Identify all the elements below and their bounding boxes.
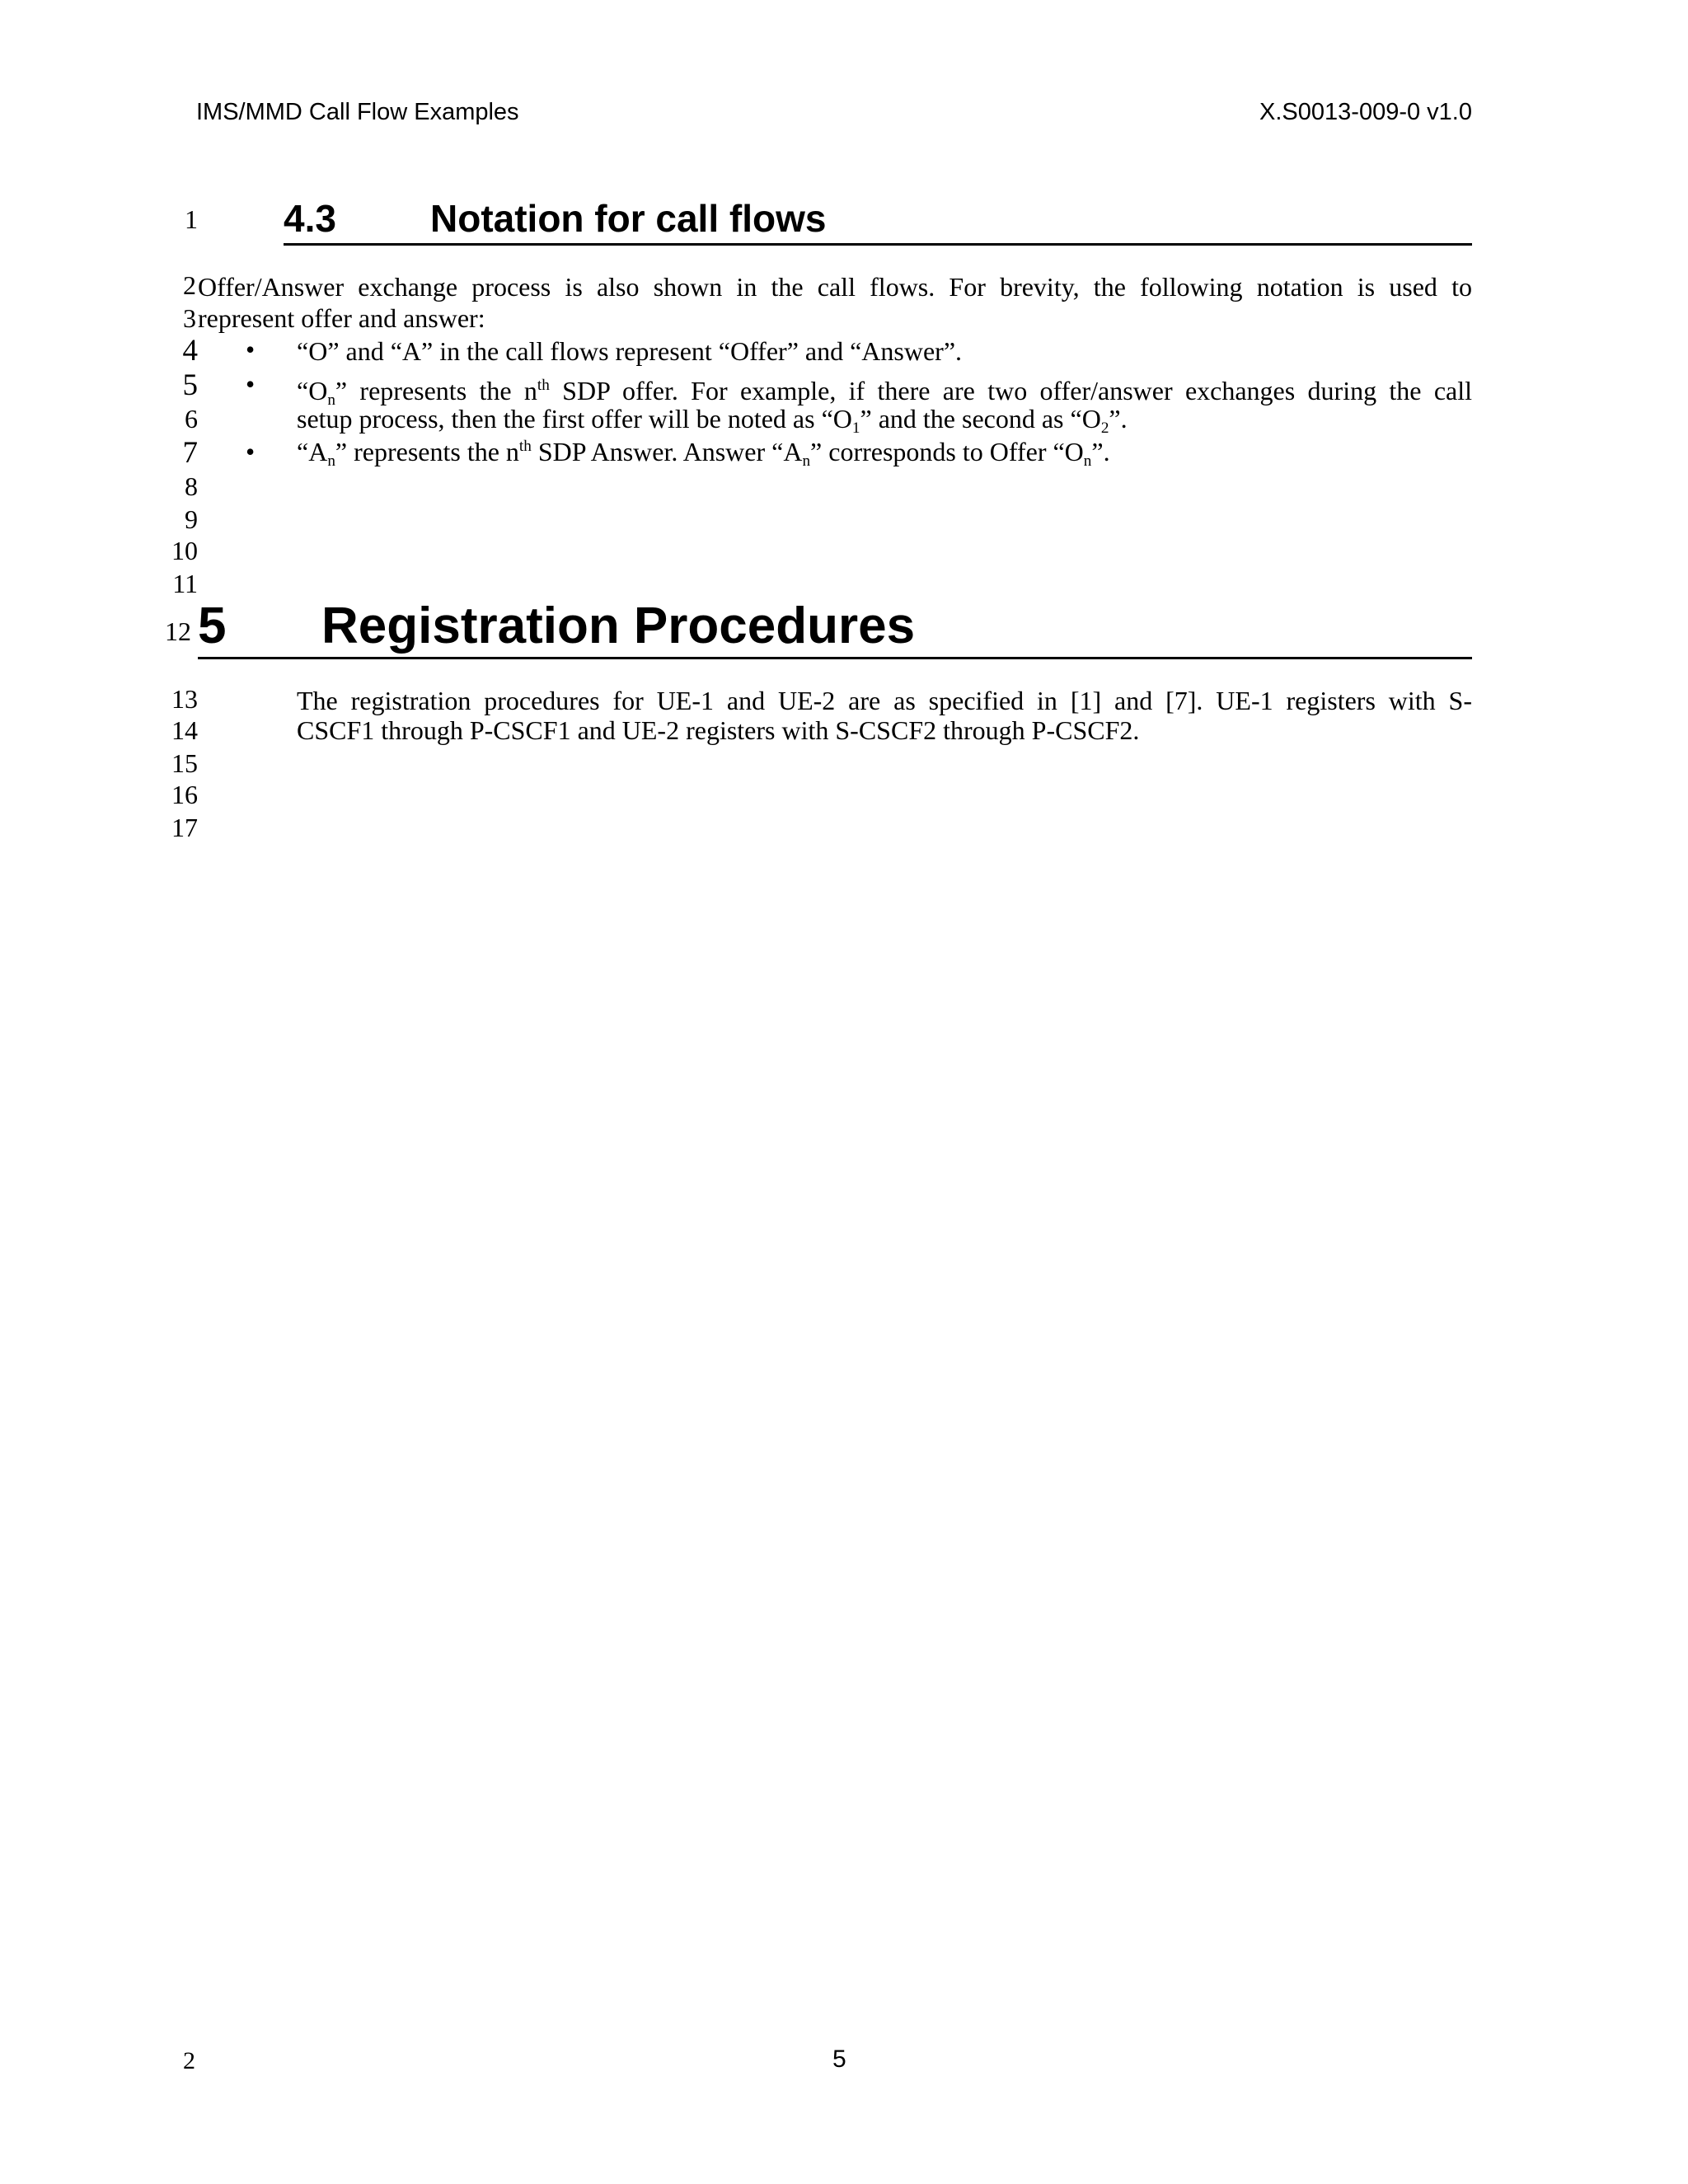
line-number: 13 bbox=[171, 684, 198, 714]
bullet-icon: • bbox=[246, 437, 256, 466]
line-number: 14 bbox=[171, 715, 198, 745]
line-number: 11 bbox=[172, 569, 198, 598]
chapter-title: Registration Procedures bbox=[321, 598, 916, 654]
line-number: 15 bbox=[171, 748, 198, 778]
section-number: 4.3 bbox=[284, 197, 336, 240]
chapter-rule bbox=[198, 657, 1472, 659]
registration-line-2: CSCF1 through P-CSCF1 and UE-2 registers with S-CSCF2 through P-CSCF2. bbox=[297, 715, 1140, 745]
line-number: 9 bbox=[185, 504, 198, 534]
line-number: 17 bbox=[171, 813, 198, 842]
line-number: 3 bbox=[183, 303, 196, 333]
section-title: Notation for call flows bbox=[430, 197, 827, 240]
header-doc-id: X.S0013-009-0 v1.0 bbox=[1259, 99, 1472, 125]
bullet-icon: • bbox=[246, 369, 256, 399]
header-title: IMS/MMD Call Flow Examples bbox=[196, 99, 519, 125]
line-number: 6 bbox=[185, 404, 198, 434]
registration-line-1: The registration procedures for UE-1 and UE-2 are as specified in [1] and [7]. UE-1 registers with S- bbox=[297, 686, 1472, 715]
page-number: 5 bbox=[832, 2046, 846, 2073]
intro-line-2: Offer/Answer exchange process is also shown in the call flows. For brevity, the following notation is used to bbox=[198, 272, 1472, 302]
line-number: 10 bbox=[171, 536, 198, 565]
bullet-icon: • bbox=[246, 335, 256, 364]
bullet-1: “O” and “A” in the call flows represent “Offer” and “Answer”. bbox=[297, 336, 963, 366]
intro-line-3: represent offer and answer: bbox=[198, 303, 485, 333]
bullet-2-line-2: setup process, then the first offer will be noted as “$O_1$” and the second as “$O_2$”. bbox=[297, 404, 1128, 437]
bullet-3: “$A_n$” represents the $n^{th}$ SDP Answer. Answer “$A_n$” corresponds to Offer “$O_n$”. bbox=[297, 437, 1110, 470]
line-number: 1 bbox=[185, 204, 198, 234]
line-number: 4 bbox=[182, 334, 198, 368]
heading-rule bbox=[284, 243, 1472, 246]
line-number: 12 bbox=[165, 616, 191, 646]
footer-line-number: 2 bbox=[183, 2047, 195, 2074]
line-number: 5 bbox=[182, 368, 198, 402]
line-number: 8 bbox=[185, 471, 198, 501]
bullet-2-line-1: “$O_n$” represents the $n^{th}$ SDP offer. For example, if there are two offer/answer exchanges during the call bbox=[297, 376, 1473, 409]
line-number: 2 bbox=[183, 270, 196, 300]
line-number: 7 bbox=[182, 436, 198, 470]
line-number: 16 bbox=[171, 780, 198, 809]
chapter-number: 5 bbox=[198, 598, 227, 654]
